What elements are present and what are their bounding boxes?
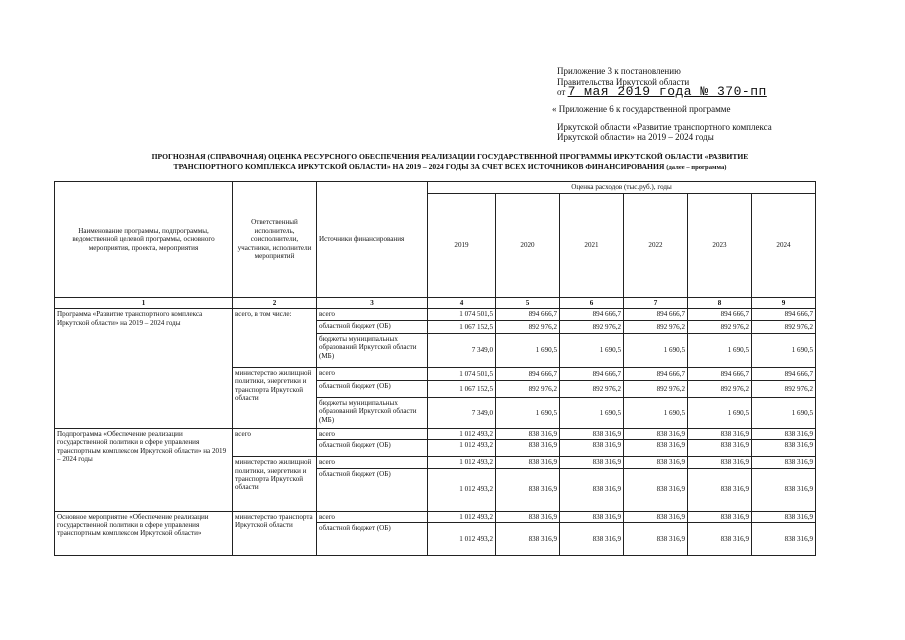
index-cell: 6 (560, 298, 624, 309)
value-cell: 894 666,7 (752, 367, 816, 380)
index-cell: 8 (688, 298, 752, 309)
value-cell: 838 316,9 (624, 523, 688, 556)
value-cell: 892 976,2 (496, 320, 560, 333)
col-header-source: Источники финансирования (317, 182, 428, 298)
table-row (55, 428, 816, 439)
source-cell: областной бюджет (ОБ) (317, 468, 428, 511)
value-cell: 838 316,9 (560, 428, 624, 439)
value-cell: 838 316,9 (560, 440, 624, 457)
source-cell: всего (317, 457, 428, 468)
value-cell: 1 690,5 (688, 397, 752, 428)
value-cell: 838 316,9 (752, 457, 816, 468)
value-cell: 892 976,2 (688, 380, 752, 397)
title-line-2-note: (далее – программа) (666, 164, 727, 171)
year-header: 2021 (560, 194, 624, 298)
table-row (55, 309, 816, 320)
value-cell: 1 690,5 (624, 333, 688, 367)
measure-name: Основное мероприятие «Обеспечение реализации государственной политики в сфере управления транспортным комплексом Иркутской области» (55, 511, 233, 555)
value-cell: 1 012 493,2 (428, 511, 496, 522)
year-header: 2019 (428, 194, 496, 298)
value-cell: 838 316,9 (560, 457, 624, 468)
index-cell: 3 (317, 298, 428, 309)
value-cell: 838 316,9 (688, 457, 752, 468)
value-cell: 838 316,9 (560, 523, 624, 556)
value-cell: 838 316,9 (496, 523, 560, 556)
value-cell: 838 316,9 (496, 440, 560, 457)
index-cell: 7 (624, 298, 688, 309)
value-cell: 838 316,9 (624, 511, 688, 522)
value-cell: 1 690,5 (496, 397, 560, 428)
year-header: 2024 (752, 194, 816, 298)
index-cell: 5 (496, 298, 560, 309)
source-cell: всего (317, 428, 428, 439)
subprogram-name: Подпрограмма «Обеспечение реализации государственной политики в сфере управления транспортным комплексом Иркутской области» на 2019 – 2024 годы (55, 428, 233, 511)
value-cell: 1 074 501,5 (428, 367, 496, 380)
value-cell: 838 316,9 (560, 511, 624, 522)
col-header-estimate: Оценка расходов (тыс.руб.), годы (428, 182, 816, 194)
executor-cell: всего (233, 428, 317, 456)
annex-line-1: Приложение 3 к постановлению (557, 66, 681, 76)
value-cell: 892 976,2 (560, 380, 624, 397)
value-cell: 838 316,9 (752, 440, 816, 457)
value-cell: 838 316,9 (624, 468, 688, 511)
value-cell: 1 012 493,2 (428, 428, 496, 439)
value-cell: 838 316,9 (688, 523, 752, 556)
value-cell: 838 316,9 (496, 468, 560, 511)
value-cell: 1 690,5 (560, 333, 624, 367)
source-cell: областной бюджет (ОБ) (317, 523, 428, 556)
value-cell: 894 666,7 (560, 309, 624, 320)
annex-date-line (557, 86, 767, 98)
year-header: 2023 (688, 194, 752, 298)
value-cell: 838 316,9 (752, 523, 816, 556)
value-cell: 838 316,9 (496, 428, 560, 439)
title-line-2 (60, 162, 840, 173)
program-name: Программа «Развитие транспортного комплекса Иркутской области» на 2019 – 2024 годы (55, 309, 233, 428)
index-row (55, 298, 816, 309)
source-cell: бюджеты муниципальных образований Иркутской области (МБ) (317, 397, 428, 428)
value-cell: 838 316,9 (688, 440, 752, 457)
annex-line-6: Иркутской области» на 2019 – 2024 годы (557, 132, 714, 142)
value-cell: 892 976,2 (624, 380, 688, 397)
executor-cell: министерство жилищной политики, энергетики и транспорта Иркутской области (233, 457, 317, 511)
value-cell: 1 690,5 (496, 333, 560, 367)
source-cell: всего (317, 309, 428, 320)
value-cell: 892 976,2 (752, 380, 816, 397)
annex-date-handwritten: 7 мая 2019 года № 370-пп (567, 84, 767, 99)
title-line-2-main: ТРАНСПОРТНОГО КОМПЛЕКСА ИРКУТСКОЙ ОБЛАСТИ» НА 2019 – 2024 ГОДЫ ЗА СЧЕТ ВСЕХ ИСТОЧНИКОВ ФИНАНСИРОВАНИЯ (173, 162, 665, 171)
source-cell: всего (317, 367, 428, 380)
value-cell: 894 666,7 (688, 367, 752, 380)
value-cell: 892 976,2 (560, 320, 624, 333)
value-cell: 838 316,9 (688, 428, 752, 439)
value-cell: 1 690,5 (560, 397, 624, 428)
index-cell: 9 (752, 298, 816, 309)
value-cell: 894 666,7 (496, 367, 560, 380)
annex-line-5: Иркутской области «Развитие транспортного комплекса (557, 122, 772, 132)
index-cell: 2 (233, 298, 317, 309)
funding-table (54, 181, 816, 556)
value-cell: 1 012 493,2 (428, 523, 496, 556)
source-cell: областной бюджет (ОБ) (317, 440, 428, 457)
value-cell: 1 067 152,5 (428, 320, 496, 333)
annex-line-2: Правительства Иркутской области (557, 77, 690, 87)
value-cell: 838 316,9 (560, 468, 624, 511)
source-cell: всего (317, 511, 428, 522)
executor-cell: всего, в том числе: (233, 309, 317, 367)
value-cell: 892 976,2 (496, 380, 560, 397)
title-line-1: ПРОГНОЗНАЯ (СПРАВОЧНАЯ) ОЦЕНКА РЕСУРСНОГО ОБЕСПЕЧЕНИЯ РЕАЛИЗАЦИИ ГОСУДАРСТВЕННОЙ ПРОГРАММЫ ИРКУТСКОЙ ОБЛАСТИ «РАЗВИТИЕ (151, 152, 749, 161)
value-cell: 894 666,7 (496, 309, 560, 320)
value-cell: 1 012 493,2 (428, 440, 496, 457)
value-cell: 892 976,2 (624, 320, 688, 333)
annex-date-prefix: от (557, 87, 566, 97)
year-header: 2022 (624, 194, 688, 298)
value-cell: 894 666,7 (752, 309, 816, 320)
executor-cell: министерство жилищной политики, энергетики и транспорта Иркутской области (233, 367, 317, 428)
source-cell: областной бюджет (ОБ) (317, 380, 428, 397)
value-cell: 894 666,7 (560, 367, 624, 380)
index-cell: 1 (55, 298, 233, 309)
value-cell: 894 666,7 (688, 309, 752, 320)
executor-cell: министерство транспорта Иркутской области (233, 511, 317, 555)
value-cell: 1 012 493,2 (428, 457, 496, 468)
value-cell: 838 316,9 (752, 511, 816, 522)
table-row (55, 511, 816, 522)
value-cell: 1 690,5 (752, 397, 816, 428)
value-cell: 892 976,2 (688, 320, 752, 333)
source-cell: бюджеты муниципальных образований Иркутской области (МБ) (317, 333, 428, 367)
value-cell: 838 316,9 (496, 457, 560, 468)
value-cell: 892 976,2 (752, 320, 816, 333)
value-cell: 1 074 501,5 (428, 309, 496, 320)
value-cell: 838 316,9 (624, 440, 688, 457)
value-cell: 1 012 493,2 (428, 468, 496, 511)
value-cell: 838 316,9 (624, 457, 688, 468)
value-cell: 894 666,7 (624, 367, 688, 380)
value-cell: 838 316,9 (752, 428, 816, 439)
value-cell: 7 349,0 (428, 333, 496, 367)
value-cell: 838 316,9 (752, 468, 816, 511)
source-cell: областной бюджет (ОБ) (317, 320, 428, 333)
col-header-executor: Ответственный исполнитель, соисполнители, участники, исполнители мероприятий (233, 182, 317, 298)
value-cell: 1 067 152,5 (428, 380, 496, 397)
year-header: 2020 (496, 194, 560, 298)
value-cell: 838 316,9 (496, 511, 560, 522)
annex-line-4: « Приложение 6 к государственной программе (552, 104, 731, 114)
index-cell: 4 (428, 298, 496, 309)
value-cell: 1 690,5 (688, 333, 752, 367)
col-header-name: Наименование программы, подпрограммы, ведомственной целевой программы, основного мероприятия, проекта, мероприятия (55, 182, 233, 298)
value-cell: 7 349,0 (428, 397, 496, 428)
value-cell: 894 666,7 (624, 309, 688, 320)
document-title (60, 152, 840, 173)
value-cell: 838 316,9 (624, 428, 688, 439)
value-cell: 1 690,5 (752, 333, 816, 367)
value-cell: 838 316,9 (688, 468, 752, 511)
value-cell: 1 690,5 (624, 397, 688, 428)
value-cell: 838 316,9 (688, 511, 752, 522)
